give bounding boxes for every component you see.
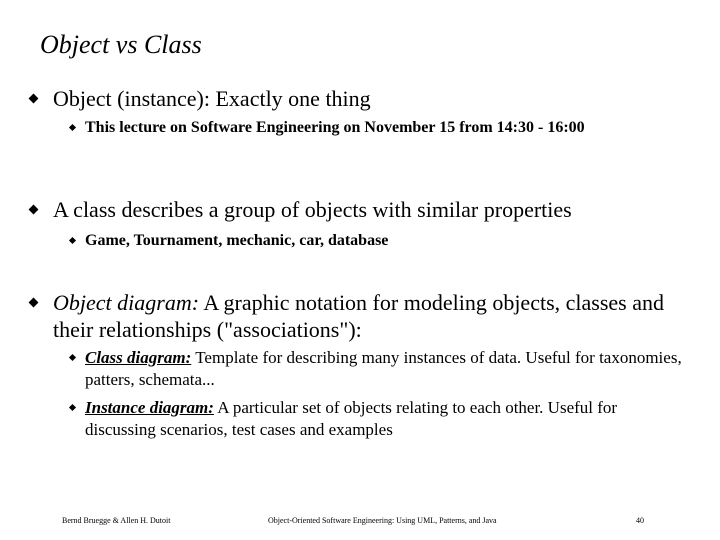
bullet-text: A class describes a group of objects with similar properties [53,197,572,222]
bullet-object-definition [30,85,690,112]
bullet-emphasis: Object diagram: [53,290,200,315]
bullet-emphasis: Class diagram: [85,348,192,367]
bullet-text: Template for describing many instances of data. Useful for taxonomies, patters, schemata... [85,348,682,389]
bullet-diamond-icon [69,404,76,411]
bullet-text: A graphic notation for modeling objects, classes and their relationships ("associations"): [53,290,664,342]
bullet-diamond-icon [69,124,76,131]
sub-bullet-class-examples [70,230,680,252]
bullet-text: A particular set of objects relating to each other. Useful for discussing scenarios, test cases and examples [85,398,618,439]
slide-title: Object vs Class [40,30,202,59]
footer-book-title: Object-Oriented Software Engineering: Using UML, Patterns, and Java [268,516,497,525]
bullet-diamond-icon [69,237,76,244]
footer-authors: Bernd Bruegge & Allen H. Dutoit [62,516,171,525]
sub-bullet-class-diagram [70,347,690,391]
bullet-text: Game, Tournament, mechanic, car, database [85,232,389,249]
bullet-text: Object (instance): Exactly one thing [53,86,371,111]
bullet-diamond-icon [29,205,39,215]
bullet-diamond-icon [29,298,39,308]
bullet-diamond-icon [69,354,76,361]
bullet-diamond-icon [29,94,39,104]
bullet-object-diagram [30,289,690,343]
sub-bullet-lecture-example [70,117,680,139]
footer-page-number: 40 [636,516,644,525]
bullet-emphasis: Instance diagram: [85,398,214,417]
sub-bullet-instance-diagram [70,397,690,441]
bullet-text: This lecture on Software Engineering on November 15 from 14:30 - 16:00 [85,119,585,136]
bullet-class-definition [30,196,690,223]
